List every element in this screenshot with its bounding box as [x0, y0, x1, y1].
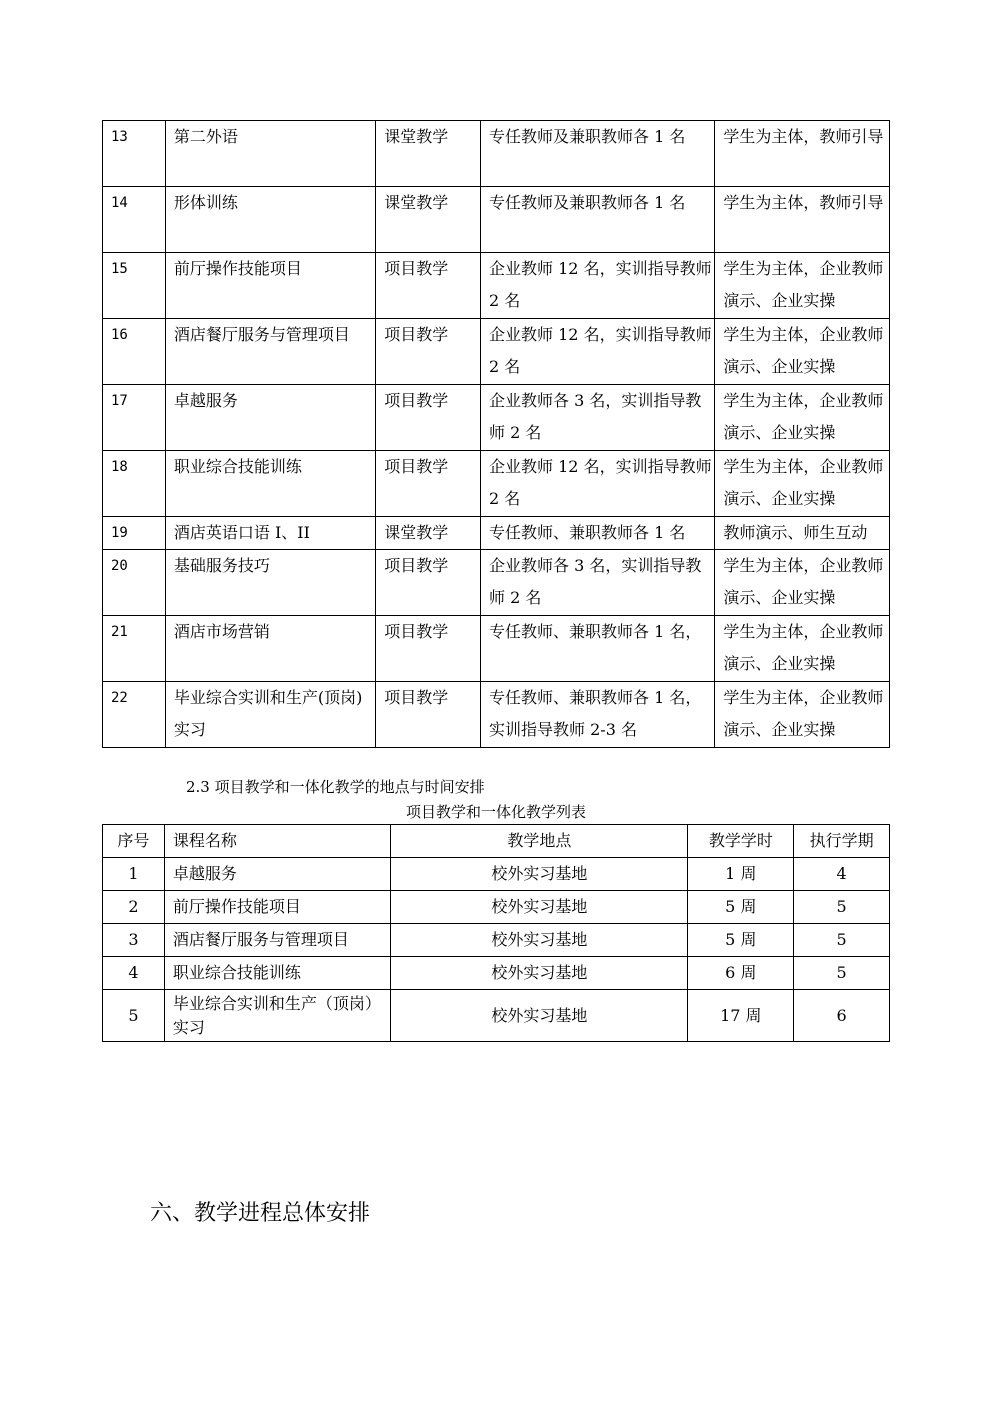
row-number: 4 [103, 957, 165, 990]
row-number: 16 [103, 319, 166, 385]
teaching-method: 项目教学 [376, 319, 481, 385]
teaching-hours: 1 周 [688, 858, 794, 891]
course-name: 卓越服务 [165, 385, 375, 451]
course-name: 酒店餐厅服务与管理项目 [164, 924, 390, 957]
row-number: 2 [103, 891, 165, 924]
teaching-location: 校外实习基地 [391, 924, 688, 957]
teaching-mode: 学生为主体，企业教师演示、企业实操 [715, 319, 890, 385]
course-name: 酒店市场营销 [165, 616, 375, 682]
row-number: 13 [103, 121, 166, 187]
teaching-method: 项目教学 [376, 616, 481, 682]
column-header: 教学地点 [391, 825, 688, 858]
teaching-method: 课堂教学 [376, 121, 481, 187]
table-row [103, 957, 890, 990]
teaching-mode: 学生为主体，企业教师演示、企业实操 [715, 616, 890, 682]
course-name: 卓越服务 [164, 858, 390, 891]
table-row [103, 451, 890, 517]
course-name: 酒店餐厅服务与管理项目 [165, 319, 375, 385]
teacher-allocation: 企业教师 12 名，实训指导教师 2 名 [481, 451, 715, 517]
table-row [103, 187, 890, 253]
teacher-allocation: 企业教师 12 名，实训指导教师 2 名 [481, 319, 715, 385]
row-number: 3 [103, 924, 165, 957]
column-header: 教学学时 [688, 825, 794, 858]
teaching-location: 校外实习基地 [391, 990, 688, 1042]
teaching-method: 项目教学 [376, 451, 481, 517]
teaching-mode: 学生为主体，企业教师演示、企业实操 [715, 682, 890, 748]
teacher-allocation: 专任教师、兼职教师各 1 名 [481, 517, 715, 550]
teacher-allocation: 专任教师及兼职教师各 1 名 [481, 121, 715, 187]
table-row [103, 319, 890, 385]
row-number: 20 [103, 550, 166, 616]
teaching-method: 项目教学 [376, 682, 481, 748]
execution-term: 6 [794, 990, 890, 1042]
teaching-mode: 学生为主体，企业教师演示、企业实操 [715, 385, 890, 451]
course-name: 职业综合技能训练 [164, 957, 390, 990]
teaching-method: 课堂教学 [376, 517, 481, 550]
table-row [103, 385, 890, 451]
execution-term: 5 [794, 891, 890, 924]
table-row [103, 253, 890, 319]
schedule-table [102, 824, 890, 1042]
teaching-method: 项目教学 [376, 253, 481, 319]
sub-heading: 2.3 项目教学和一体化教学的地点与时间安排 [186, 778, 485, 796]
course-name: 前厅操作技能项目 [165, 253, 375, 319]
table-row [103, 924, 890, 957]
table-row [103, 891, 890, 924]
teaching-mode: 学生为主体，企业教师演示、企业实操 [715, 550, 890, 616]
teacher-allocation: 企业教师各 3 名，实训指导教师 2 名 [481, 550, 715, 616]
course-name: 职业综合技能训练 [165, 451, 375, 517]
table-row [103, 682, 890, 748]
teaching-mode: 学生为主体，教师引导 [715, 121, 890, 187]
table-header-row [103, 825, 890, 858]
table-row [103, 517, 890, 550]
teaching-location: 校外实习基地 [391, 891, 688, 924]
table-row [103, 121, 890, 187]
teaching-hours: 5 周 [688, 891, 794, 924]
course-name: 毕业综合实训和生产（顶岗）实习 [164, 990, 390, 1042]
row-number: 21 [103, 616, 166, 682]
row-number: 1 [103, 858, 165, 891]
teaching-method: 项目教学 [376, 550, 481, 616]
table-row [103, 616, 890, 682]
course-name: 酒店英语口语 I、II [165, 517, 375, 550]
table-row [103, 990, 890, 1042]
teaching-mode: 学生为主体，企业教师演示、企业实操 [715, 451, 890, 517]
teacher-allocation: 企业教师 12 名，实训指导教师 2 名 [481, 253, 715, 319]
execution-term: 5 [794, 957, 890, 990]
row-number: 5 [103, 990, 165, 1042]
teaching-mode: 教师演示、师生互动 [715, 517, 890, 550]
teaching-location: 校外实习基地 [391, 858, 688, 891]
teaching-mode: 学生为主体，教师引导 [715, 187, 890, 253]
row-number: 14 [103, 187, 166, 253]
execution-term: 5 [794, 924, 890, 957]
course-name: 形体训练 [165, 187, 375, 253]
execution-term: 4 [794, 858, 890, 891]
row-number: 22 [103, 682, 166, 748]
course-name: 第二外语 [165, 121, 375, 187]
teacher-allocation: 专任教师、兼职教师各 1 名，实训指导教师 2-3 名 [481, 682, 715, 748]
column-header: 执行学期 [794, 825, 890, 858]
teacher-allocation: 企业教师各 3 名，实训指导教师 2 名 [481, 385, 715, 451]
teaching-hours: 5 周 [688, 924, 794, 957]
teacher-allocation: 专任教师及兼职教师各 1 名 [481, 187, 715, 253]
course-name: 前厅操作技能项目 [164, 891, 390, 924]
table-caption: 项目教学和一体化教学列表 [405, 803, 586, 821]
table-row [103, 550, 890, 616]
section-title: 六、教学进程总体安排 [150, 1201, 371, 1226]
course-name: 毕业综合实训和生产(顶岗)实习 [165, 682, 375, 748]
teaching-method: 项目教学 [376, 385, 481, 451]
teaching-method: 课堂教学 [376, 187, 481, 253]
course-name: 基础服务技巧 [165, 550, 375, 616]
row-number: 17 [103, 385, 166, 451]
column-header: 序号 [103, 825, 165, 858]
teaching-mode: 学生为主体，企业教师演示、企业实操 [715, 253, 890, 319]
teaching-methods-table [102, 120, 890, 748]
row-number: 18 [103, 451, 166, 517]
teaching-location: 校外实习基地 [391, 957, 688, 990]
teacher-allocation: 专任教师、兼职教师各 1 名， [481, 616, 715, 682]
row-number: 15 [103, 253, 166, 319]
column-header: 课程名称 [164, 825, 390, 858]
teaching-hours: 6 周 [688, 957, 794, 990]
teaching-hours: 17 周 [688, 990, 794, 1042]
row-number: 19 [103, 517, 166, 550]
table-row [103, 858, 890, 891]
